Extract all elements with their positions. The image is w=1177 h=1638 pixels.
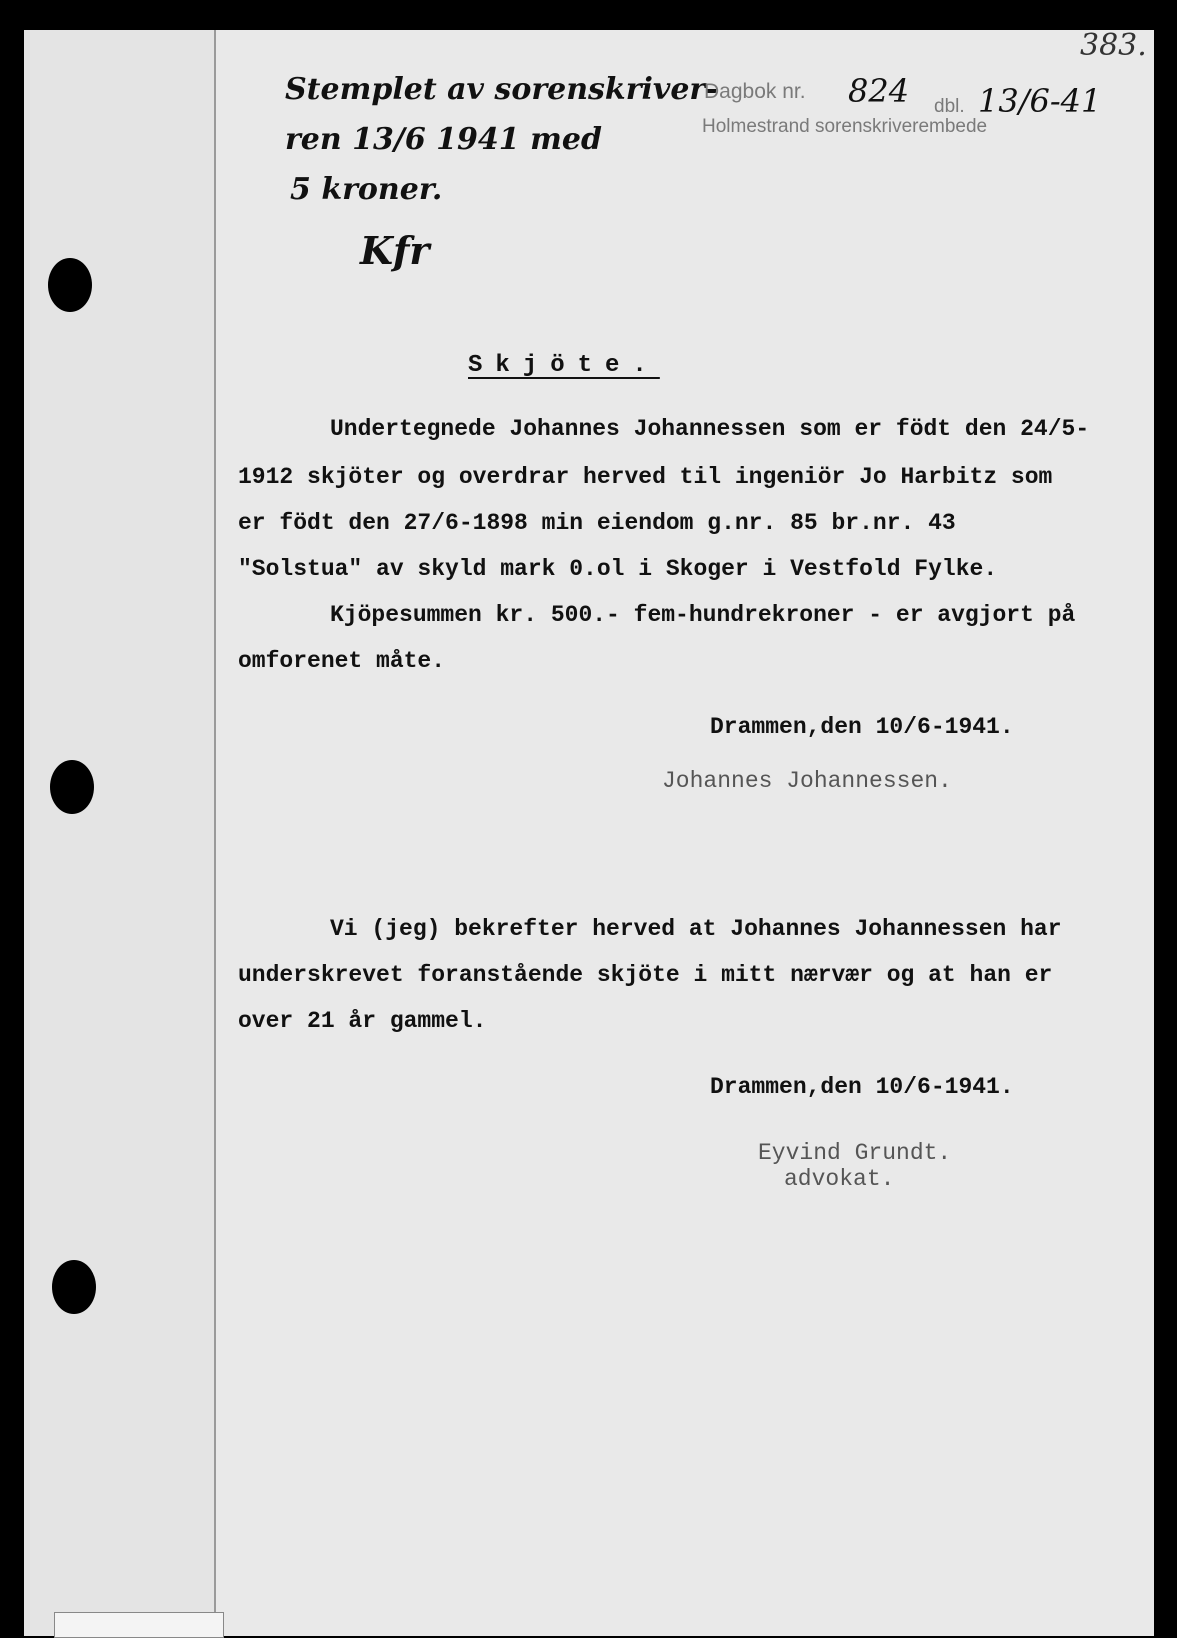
stamp-dbl-date: 13/6-41 xyxy=(978,82,1102,120)
place-date-1: Drammen,den 10/6-1941. xyxy=(710,714,1014,740)
body-line-4: "Solstua" av skyld mark 0.ol i Skoger i Vestfold Fylke. xyxy=(238,556,998,582)
punch-hole-middle xyxy=(50,760,94,814)
place-date-2: Drammen,den 10/6-1941. xyxy=(710,1074,1014,1100)
handwritten-initials: Kfr xyxy=(360,228,430,273)
witness-line-1: Vi (jeg) bekrefter herved at Johannes Johannessen har xyxy=(330,916,1062,942)
stamp-office: Holmestrand sorenskriverembede xyxy=(702,116,988,137)
body-line-2: 1912 skjöter og overdrar herved til ingeniör Jo Harbitz som xyxy=(238,464,1053,490)
stamp-dagbok-label: Dagbok nr. xyxy=(704,80,806,103)
handwritten-note-line-2: ren 13/6 1941 med xyxy=(285,122,602,157)
witness-line-3: over 21 år gammel. xyxy=(238,1008,487,1034)
signature-2: Eyvind Grundt. xyxy=(758,1140,952,1166)
body-line-6: omforenet måte. xyxy=(238,648,446,674)
punch-hole-top xyxy=(48,258,92,312)
signature-2-title: advokat. xyxy=(784,1166,895,1192)
punch-hole-bottom xyxy=(52,1260,96,1314)
stamp-dagbok-number: 824 xyxy=(848,72,910,110)
body-line-1: Undertegnede Johannes Johannessen som er födt den 24/5- xyxy=(330,416,1090,442)
document-title: Skjöte. xyxy=(468,352,660,379)
signature-1: Johannes Johannessen. xyxy=(662,768,952,794)
body-line-5: Kjöpesummen kr. 500.- fem-hundrekroner - er avgjort på xyxy=(330,602,1076,628)
page-number: 383. xyxy=(1080,28,1147,63)
body-line-3: er födt den 27/6-1898 min eiendom g.nr. 85 br.nr. 43 xyxy=(238,510,956,536)
handwritten-note-line-3: 5 kroner. xyxy=(290,172,443,207)
index-tab xyxy=(54,1612,224,1638)
witness-line-2: underskrevet foranstående skjöte i mitt nærvær og at han er xyxy=(238,962,1053,988)
stamp-dbl-label: dbl. xyxy=(934,96,965,117)
margin-rule xyxy=(214,30,216,1636)
handwritten-note-line-1: Stemplet av sorenskriver- xyxy=(285,72,718,107)
